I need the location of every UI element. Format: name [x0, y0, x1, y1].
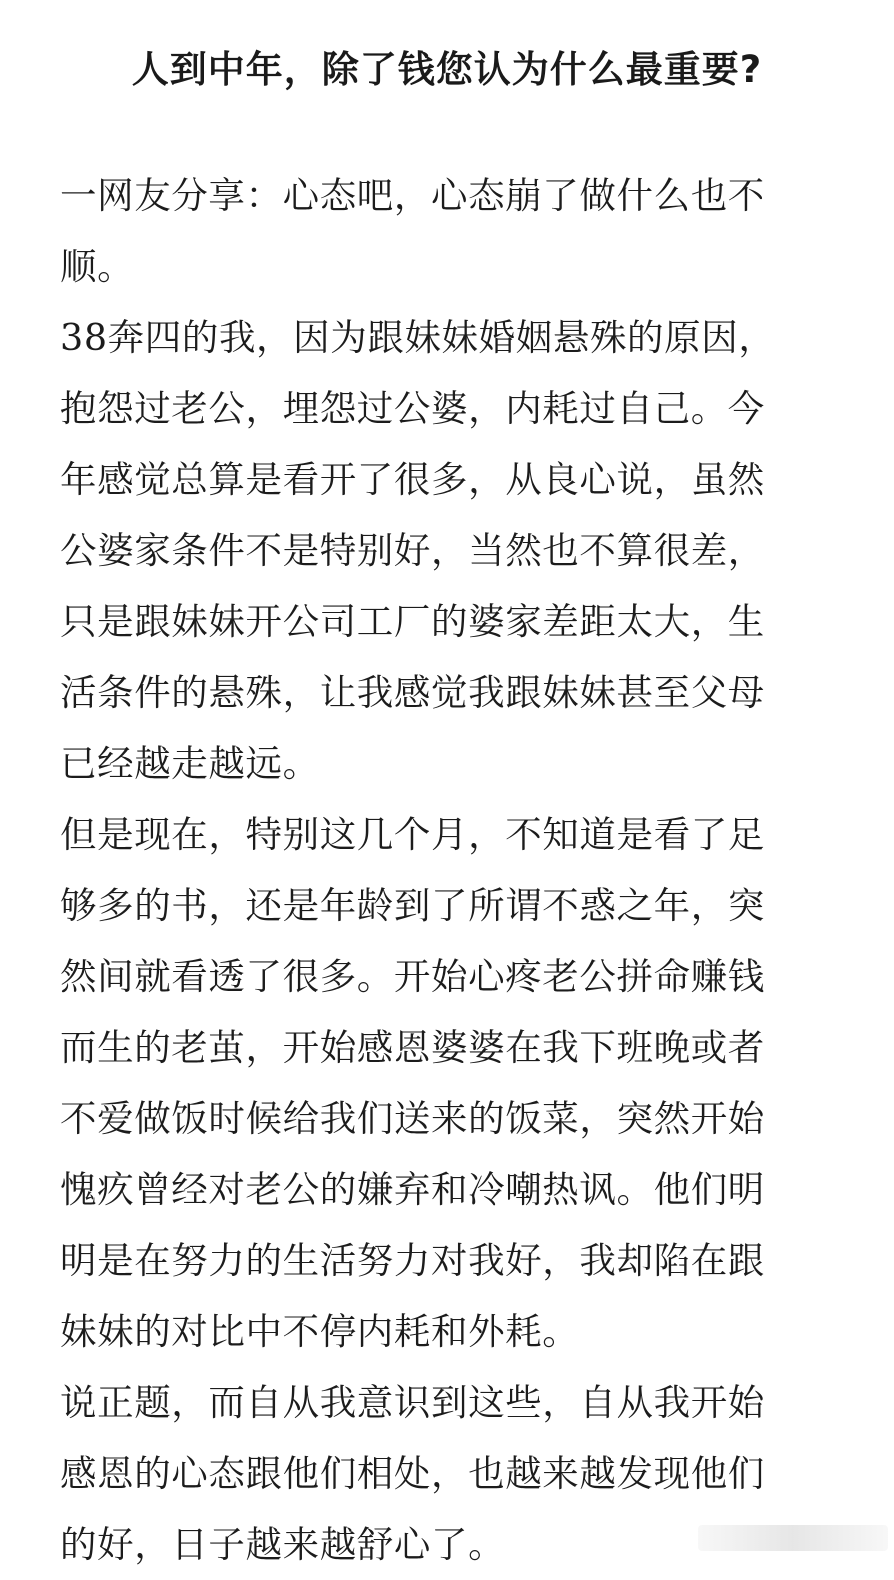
- text-line: 感恩的心态跟他们相处，也越来越发现他们: [60, 1452, 765, 1495]
- text-line: 只是跟妹妹开公司工厂的婆家差距太大，生: [60, 600, 765, 643]
- text-line: 抱怨过老公，埋怨过公婆，内耗过自己。今: [60, 387, 765, 430]
- text-line: 然间就看透了很多。开始心疼老公拼命赚钱: [60, 955, 765, 998]
- article-body: [60, 160, 790, 1580]
- text-line: 够多的书，还是年龄到了所谓不惑之年，突: [60, 884, 765, 927]
- text-line: 但是现在，特别这几个月，不知道是看了足: [60, 813, 765, 856]
- text-line: 愧疚曾经对老公的嫌弃和冷嘲热讽。他们明: [60, 1168, 765, 1211]
- text-line: 不爱做饭时候给我们送来的饭菜，突然开始: [60, 1097, 765, 1140]
- text-line: 顺。: [60, 245, 135, 288]
- text-line: 38奔四的我，因为跟妹妹婚姻悬殊的原因，: [60, 316, 776, 359]
- text-line: 说正题，而自从我意识到这些，自从我开始: [60, 1381, 765, 1424]
- document-title: 人到中年，除了钱您认为什么最重要?: [131, 48, 763, 91]
- text-line: 一网友分享：心态吧，心态崩了做什么也不: [60, 174, 765, 217]
- text-line: 妹妹的对比中不停内耗和外耗。: [60, 1310, 580, 1353]
- text-line: 的好，日子越来越舒心了。: [60, 1523, 506, 1566]
- text-line: 年感觉总算是看开了很多，从良心说，虽然: [60, 458, 765, 501]
- blurred-watermark: [698, 1525, 888, 1551]
- text-line: 活条件的悬殊，让我感觉我跟妹妹甚至父母: [60, 671, 765, 714]
- text-line: 公婆家条件不是特别好，当然也不算很差，: [60, 529, 765, 572]
- text-line: 而生的老茧，开始感恩婆婆在我下班晚或者: [60, 1026, 765, 1069]
- text-line: 明是在努力的生活努力对我好，我却陷在跟: [60, 1239, 765, 1282]
- text-line: 已经越走越远。: [60, 742, 320, 785]
